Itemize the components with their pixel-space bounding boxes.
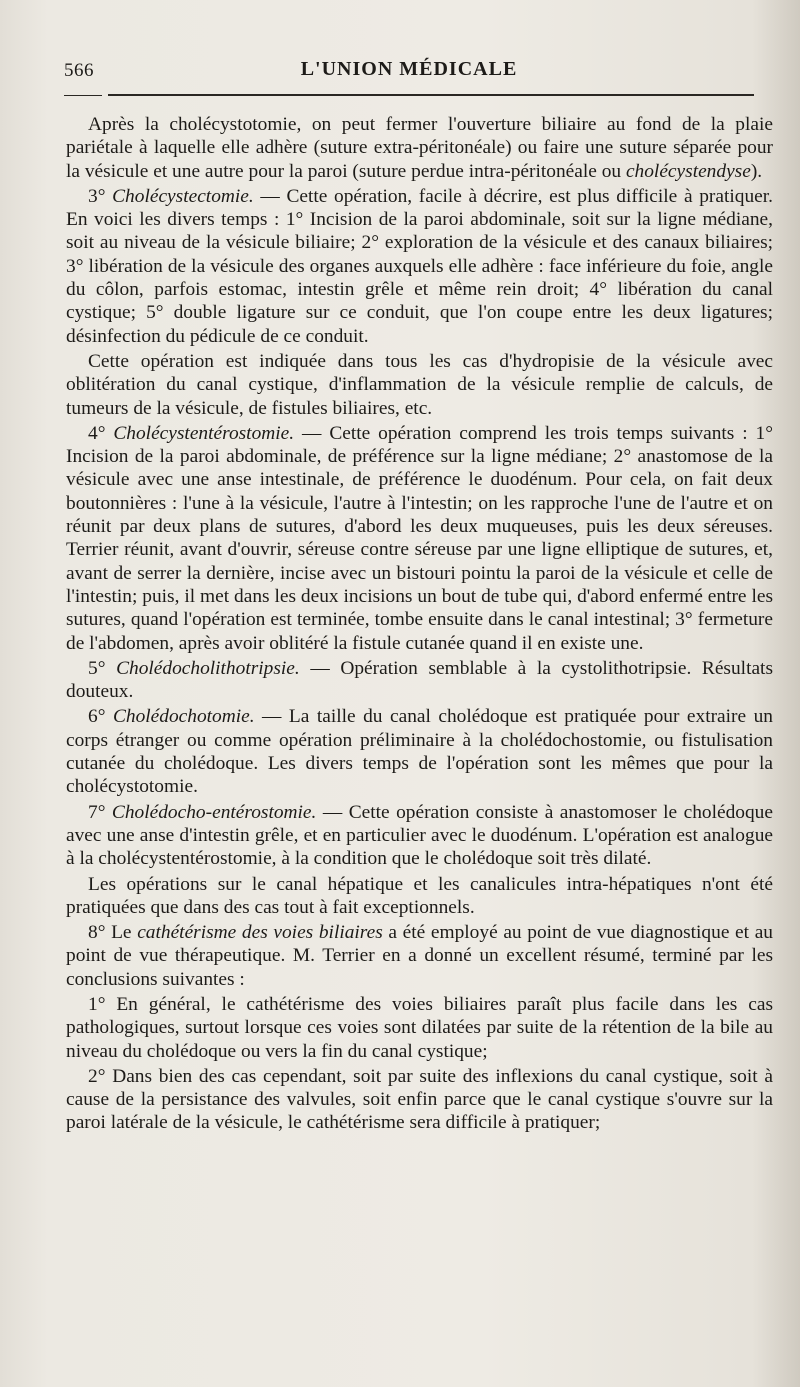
paragraph-canal-hepatique: Les opérations sur le canal hépatique et les canalicules intra-hépatiques n'ont été pratiquées que dans des cas tout à fait exceptionnels. xyxy=(66,873,773,918)
header-rule xyxy=(108,94,754,96)
page-number: 566 xyxy=(64,60,94,81)
journal-title: L'UNION MÉDICALE xyxy=(300,58,518,80)
paragraph-cholecystectomie: 3° Cholécystectomie. — Cette opération, facile à décrire, est plus difficile à pratiquer. En voici les divers temps : 1° Incision de la paroi abdominale, soit sur la ligne médiane, soit au niveau de la vésicule biliaire; 2° exploration de la vésicule et des canaux biliaires; 3° libération de la vésicule des organes auxquels elle adhère : face inférieure du foie, angle du côlon, parfois estomac, intestin grêle et même rein droit; 4° libération du canal cystique; 5° double ligature sur ce conduit, que l'on coupe entre les deux ligatures; désinfection du pédicule de ce conduit. xyxy=(66,185,773,347)
paragraph-choledocholithotripsie: 5° Cholédocholithotripsie. — Opération semblable à la cystolithotripsie. Résultats douteux. xyxy=(66,657,773,703)
paragraph-indications: Cette opération est indiquée dans tous les cas d'hydropisie de la vésicule avec oblitération du canal cystique, d'inflammation de la vésicule remplie de calculs, de tumeurs de la vésicule, de fistules biliaires, etc. xyxy=(66,350,773,419)
paragraph-cholecystenterostomie: 4° Cholécystentérostomie. — Cette opération comprend les trois temps suivants : 1° Incision de la paroi abdominale, de préférence sur la ligne médiane; 2° anastomose de la vésicule avec une anse intestinale, de préférence le duodénum. Pour cela, on fait deux boutonnières : l'une à la vésicule, l'autre à l'intestin; on les rapproche l'une de l'autre et on réunit par deux plans de sutures, d'abord les deux muqueuses, puis les deux séreuses. Terrier réunit, avant d'ouvrir, séreuse contre séreuse par une ligne elliptique de sutures, et, avant de serrer la dernière, incise avec un bistouri pointu la paroi de la vésicule et celle de l'intestin; puis, il met dans les deux incisions un bout de tube qui, d'abord enfermé entre les sutures, quand l'opération est terminée, tombe ensuite dans le canal intestinal; 3° fermeture de l'abdomen, après avoir oblitéré la fistule cutanée quand il en existe une. xyxy=(66,422,773,654)
paragraph-choledochotomie: 6° Cholédochotomie. — La taille du canal cholédoque est pratiquée pour extraire un corps étranger ou comme opération préliminaire à la cholédochostomie, ou fistulisation cutanée du cholédoque. Les divers temps de l'opération sont les mêmes que pour la cholécystotomie. xyxy=(66,706,773,798)
paragraph-conclusion-2: 2° Dans bien des cas cependant, soit par suite des inflexions du canal cystique, soit à cause de la persistance des valvules, soit enfin parce que le canal cystique s'ouvre sur la paroi latérale de la vésicule, le cathétérisme sera difficile à pratiquer; xyxy=(66,1065,773,1134)
header-rule-short xyxy=(64,95,102,96)
running-header xyxy=(64,58,754,88)
paragraph-suture: Après la cholécystotomie, on peut fermer l'ouverture biliaire au fond de la plaie pariétale à laquelle elle adhère (suture extra-péritonéale) ou faire une suture séparée pour la vésicule et une autre pour la paroi (suture perdue intra-péritonéale ou cholécystendyse). xyxy=(66,114,773,182)
paragraph-conclusion-1: 1° En général, le cathétérisme des voies biliaires paraît plus facile dans les cas pathologiques, surtout lorsque ces voies sont dilatées par suite de la rétention de la bile au niveau du cholédoque ou vers la fin du canal cystique; xyxy=(66,993,773,1062)
paragraph-choledocho-enterostomie: 7° Cholédocho-entérostomie. — Cette opération consiste à anastomoser le cholédoque avec une anse d'intestin grêle, et en particulier avec le duodénum. L'opération est analogue à la cholécystentérostomie, à la condition que le cholédoque soit très dilaté. xyxy=(66,801,773,870)
article-body xyxy=(66,113,773,1135)
paragraph-catheterisme: 8° Le cathétérisme des voies biliaires a été employé au point de vue diagnostique et au point de vue thérapeutique. M. Terrier en a donné un excellent résumé, terminé par les conclusions suivantes : xyxy=(66,922,773,990)
